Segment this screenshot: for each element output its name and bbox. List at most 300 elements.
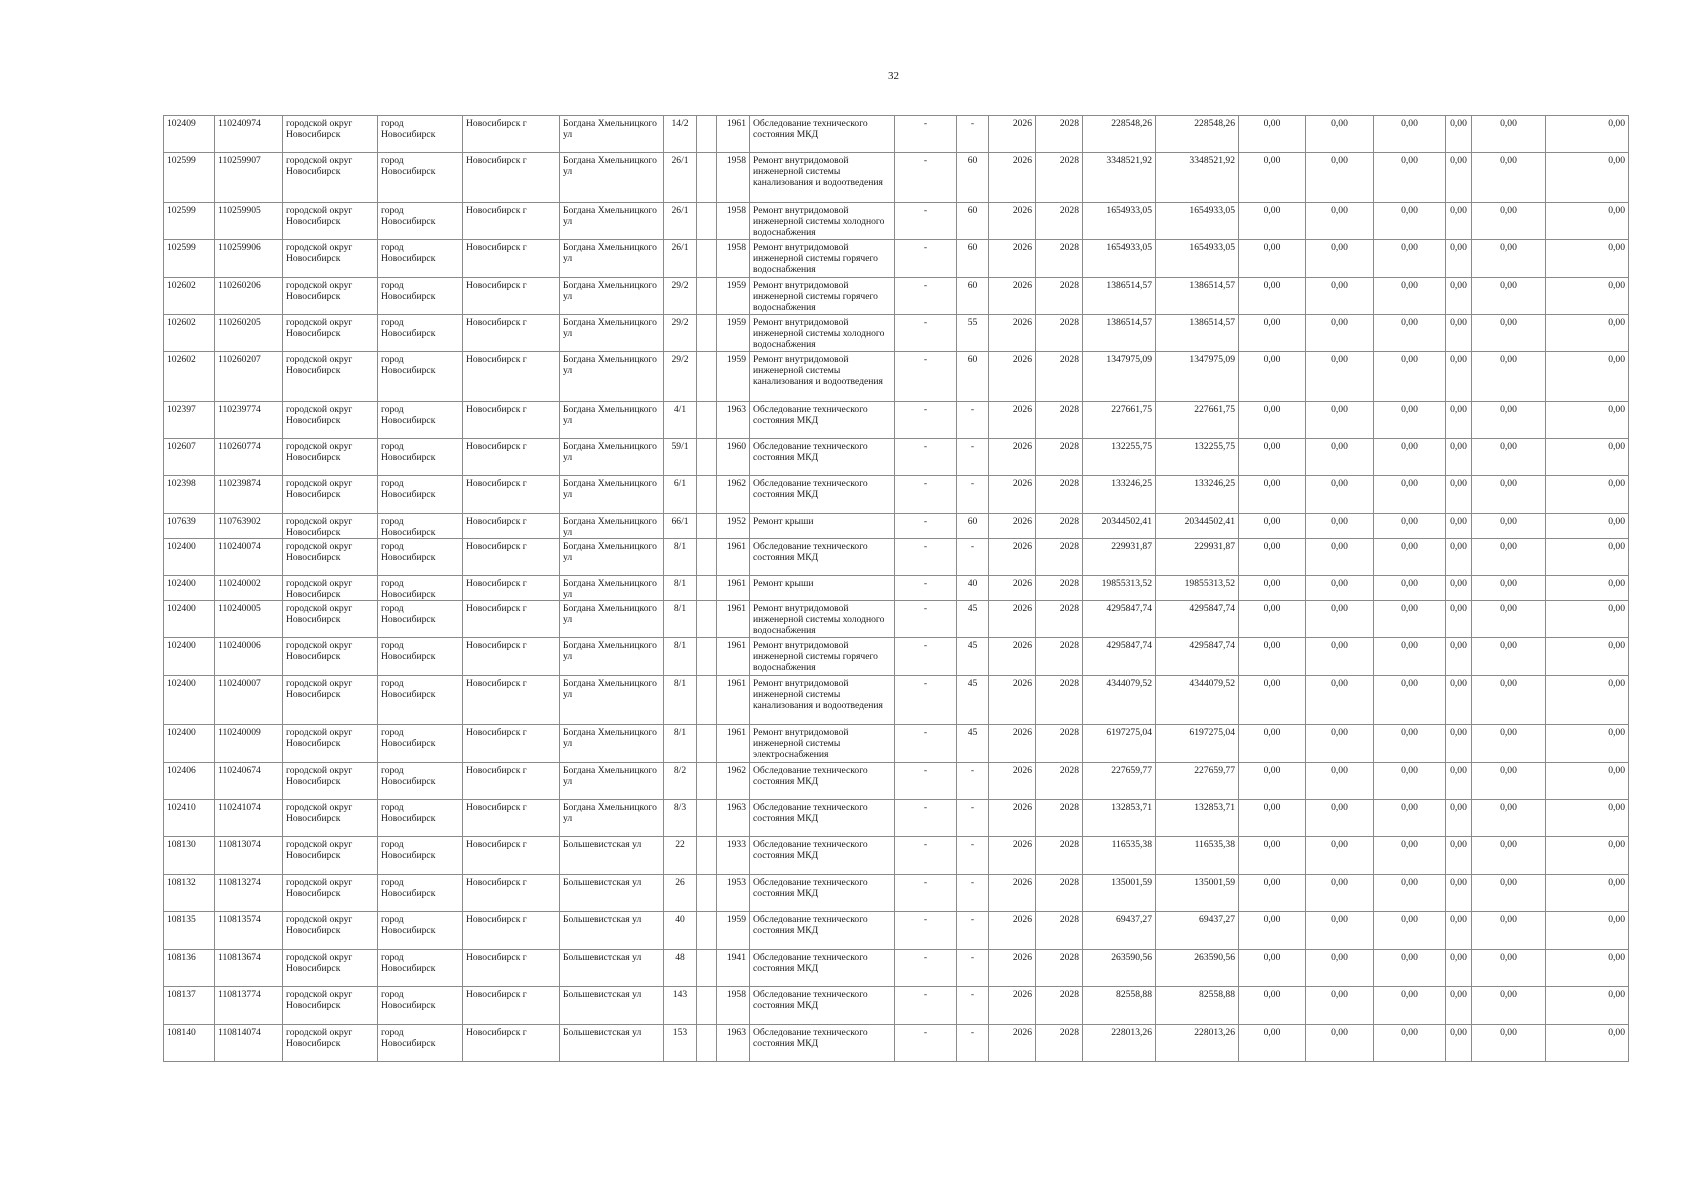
work-code: 110259905 (215, 203, 283, 240)
start-year: 2026 (989, 676, 1036, 725)
funding-5: 0,00 (1472, 638, 1546, 676)
cost-cell: 1386514,57 (1083, 278, 1156, 315)
house-number: 6/1 (664, 476, 697, 514)
building-cell (697, 476, 717, 514)
building-cell (697, 800, 717, 837)
end-year: 2028 (1036, 514, 1083, 539)
street-cell: Богдана Хмельницкого ул (560, 800, 664, 837)
table-row (164, 315, 1629, 352)
funding-6: 0,00 (1546, 987, 1629, 1025)
funding-3: 0,00 (1374, 601, 1446, 638)
city-cell: город Новосибирск (378, 837, 463, 875)
city-cell: город Новосибирск (378, 539, 463, 576)
row-id: 102400 (164, 601, 215, 638)
city-cell: город Новосибирск (378, 638, 463, 676)
funding-5: 0,00 (1472, 116, 1546, 153)
funding-4: 0,00 (1446, 1025, 1472, 1062)
funding-5: 0,00 (1472, 875, 1546, 912)
city-cell: город Новосибирск (378, 576, 463, 601)
funding-6: 0,00 (1546, 116, 1629, 153)
funding-2: 0,00 (1306, 912, 1374, 950)
funding-4: 0,00 (1446, 950, 1472, 987)
funding-4: 0,00 (1446, 576, 1472, 601)
funding-3: 0,00 (1374, 315, 1446, 352)
district-cell: городской округ Новосибирск (283, 116, 378, 153)
table-row (164, 638, 1629, 676)
funding-2: 0,00 (1306, 1025, 1374, 1062)
locality-cell: Новосибирск г (463, 875, 560, 912)
unit-cell: - (895, 601, 957, 638)
table-row (164, 153, 1629, 203)
year-built: 1933 (717, 837, 750, 875)
cost-cell: 6197275,04 (1083, 725, 1156, 763)
street-cell: Богдана Хмельницкого ул (560, 539, 664, 576)
locality-cell: Новосибирск г (463, 837, 560, 875)
funding-1: 0,00 (1239, 912, 1306, 950)
start-year: 2026 (989, 514, 1036, 539)
work-code: 110813674 (215, 950, 283, 987)
funding-4: 0,00 (1446, 203, 1472, 240)
year-built: 1952 (717, 514, 750, 539)
street-cell: Богдана Хмельницкого ул (560, 203, 664, 240)
year-built: 1963 (717, 1025, 750, 1062)
funding-4: 0,00 (1446, 153, 1472, 203)
volume-cell: - (957, 950, 989, 987)
work-type: Обследование технического состояния МКД (750, 875, 895, 912)
district-cell: городской округ Новосибирск (283, 725, 378, 763)
funding-3: 0,00 (1374, 439, 1446, 476)
funding-5: 0,00 (1472, 1025, 1546, 1062)
volume-cell: 60 (957, 352, 989, 402)
year-built: 1953 (717, 875, 750, 912)
end-year: 2028 (1036, 676, 1083, 725)
funding-4: 0,00 (1446, 800, 1472, 837)
row-id: 102602 (164, 315, 215, 352)
work-type: Обследование технического состояния МКД (750, 476, 895, 514)
cost-cell: 116535,38 (1083, 837, 1156, 875)
table-row (164, 278, 1629, 315)
funding-2: 0,00 (1306, 514, 1374, 539)
start-year: 2026 (989, 539, 1036, 576)
work-code: 110813574 (215, 912, 283, 950)
funding-2: 0,00 (1306, 153, 1374, 203)
end-year: 2028 (1036, 240, 1083, 278)
work-code: 110239774 (215, 402, 283, 439)
year-built: 1961 (717, 725, 750, 763)
start-year: 2026 (989, 1025, 1036, 1062)
city-cell: город Новосибирск (378, 476, 463, 514)
table-row (164, 514, 1629, 539)
cost-cell: 82558,88 (1083, 987, 1156, 1025)
district-cell: городской округ Новосибирск (283, 203, 378, 240)
work-code: 110240009 (215, 725, 283, 763)
funding-3: 0,00 (1374, 476, 1446, 514)
unit-cell: - (895, 153, 957, 203)
volume-cell: 60 (957, 203, 989, 240)
funding-5: 0,00 (1472, 203, 1546, 240)
funding-5: 0,00 (1472, 576, 1546, 601)
work-code: 110813274 (215, 875, 283, 912)
table-row (164, 763, 1629, 800)
funding-5: 0,00 (1472, 763, 1546, 800)
funding-6: 0,00 (1546, 514, 1629, 539)
district-cell: городской округ Новосибирск (283, 837, 378, 875)
house-number: 29/2 (664, 315, 697, 352)
locality-cell: Новосибирск г (463, 1025, 560, 1062)
funding-3: 0,00 (1374, 763, 1446, 800)
funding-6: 0,00 (1546, 576, 1629, 601)
funding-2: 0,00 (1306, 950, 1374, 987)
volume-cell: 60 (957, 514, 989, 539)
work-code: 110763902 (215, 514, 283, 539)
year-built: 1958 (717, 203, 750, 240)
street-cell: Богдана Хмельницкого ул (560, 240, 664, 278)
work-code: 110260774 (215, 439, 283, 476)
year-built: 1961 (717, 638, 750, 676)
total-cell: 135001,59 (1156, 875, 1239, 912)
row-id: 102406 (164, 763, 215, 800)
volume-cell: - (957, 875, 989, 912)
funding-3: 0,00 (1374, 240, 1446, 278)
work-code: 110240002 (215, 576, 283, 601)
locality-cell: Новосибирск г (463, 315, 560, 352)
building-cell (697, 1025, 717, 1062)
end-year: 2028 (1036, 725, 1083, 763)
row-id: 102599 (164, 153, 215, 203)
volume-cell: 55 (957, 315, 989, 352)
unit-cell: - (895, 912, 957, 950)
street-cell: Большевистская ул (560, 1025, 664, 1062)
city-cell: город Новосибирск (378, 912, 463, 950)
total-cell: 263590,56 (1156, 950, 1239, 987)
funding-4: 0,00 (1446, 240, 1472, 278)
district-cell: городской округ Новосибирск (283, 539, 378, 576)
funding-3: 0,00 (1374, 950, 1446, 987)
work-code: 110241074 (215, 800, 283, 837)
street-cell: Богдана Хмельницкого ул (560, 352, 664, 402)
funding-2: 0,00 (1306, 638, 1374, 676)
end-year: 2028 (1036, 950, 1083, 987)
house-number: 26/1 (664, 203, 697, 240)
funding-1: 0,00 (1239, 352, 1306, 402)
work-type: Обследование технического состояния МКД (750, 912, 895, 950)
end-year: 2028 (1036, 875, 1083, 912)
total-cell: 116535,38 (1156, 837, 1239, 875)
funding-5: 0,00 (1472, 315, 1546, 352)
funding-3: 0,00 (1374, 837, 1446, 875)
work-code: 110813074 (215, 837, 283, 875)
work-code: 110260206 (215, 278, 283, 315)
year-built: 1961 (717, 116, 750, 153)
end-year: 2028 (1036, 837, 1083, 875)
cost-cell: 228548,26 (1083, 116, 1156, 153)
work-code: 110240974 (215, 116, 283, 153)
funding-6: 0,00 (1546, 240, 1629, 278)
locality-cell: Новосибирск г (463, 153, 560, 203)
building-cell (697, 514, 717, 539)
row-id: 108140 (164, 1025, 215, 1062)
year-built: 1963 (717, 402, 750, 439)
street-cell: Богдана Хмельницкого ул (560, 315, 664, 352)
funding-3: 0,00 (1374, 676, 1446, 725)
work-code: 110260205 (215, 315, 283, 352)
house-number: 40 (664, 912, 697, 950)
work-type: Ремонт внутридомовой инженерной системы горячего водоснабжения (750, 638, 895, 676)
row-id: 102400 (164, 576, 215, 601)
funding-1: 0,00 (1239, 514, 1306, 539)
city-cell: город Новосибирск (378, 240, 463, 278)
funding-3: 0,00 (1374, 402, 1446, 439)
cost-cell: 135001,59 (1083, 875, 1156, 912)
locality-cell: Новосибирск г (463, 912, 560, 950)
funding-5: 0,00 (1472, 987, 1546, 1025)
table-row (164, 950, 1629, 987)
total-cell: 20344502,41 (1156, 514, 1239, 539)
building-cell (697, 875, 717, 912)
funding-6: 0,00 (1546, 950, 1629, 987)
unit-cell: - (895, 278, 957, 315)
funding-4: 0,00 (1446, 476, 1472, 514)
row-id: 108135 (164, 912, 215, 950)
unit-cell: - (895, 800, 957, 837)
funding-4: 0,00 (1446, 601, 1472, 638)
district-cell: городской округ Новосибирск (283, 912, 378, 950)
start-year: 2026 (989, 352, 1036, 402)
work-code: 110239874 (215, 476, 283, 514)
house-number: 22 (664, 837, 697, 875)
funding-4: 0,00 (1446, 837, 1472, 875)
end-year: 2028 (1036, 763, 1083, 800)
house-number: 8/2 (664, 763, 697, 800)
end-year: 2028 (1036, 476, 1083, 514)
year-built: 1959 (717, 912, 750, 950)
house-number: 8/1 (664, 576, 697, 601)
funding-6: 0,00 (1546, 315, 1629, 352)
year-built: 1960 (717, 439, 750, 476)
street-cell: Богдана Хмельницкого ул (560, 514, 664, 539)
unit-cell: - (895, 638, 957, 676)
end-year: 2028 (1036, 1025, 1083, 1062)
unit-cell: - (895, 763, 957, 800)
unit-cell: - (895, 539, 957, 576)
work-code: 110259907 (215, 153, 283, 203)
funding-3: 0,00 (1374, 912, 1446, 950)
cost-cell: 4344079,52 (1083, 676, 1156, 725)
end-year: 2028 (1036, 402, 1083, 439)
funding-3: 0,00 (1374, 725, 1446, 763)
house-number: 14/2 (664, 116, 697, 153)
locality-cell: Новосибирск г (463, 950, 560, 987)
row-id: 108130 (164, 837, 215, 875)
street-cell: Богдана Хмельницкого ул (560, 725, 664, 763)
locality-cell: Новосибирск г (463, 476, 560, 514)
district-cell: городской округ Новосибирск (283, 352, 378, 402)
funding-2: 0,00 (1306, 402, 1374, 439)
unit-cell: - (895, 315, 957, 352)
end-year: 2028 (1036, 352, 1083, 402)
funding-5: 0,00 (1472, 539, 1546, 576)
total-cell: 1654933,05 (1156, 240, 1239, 278)
street-cell: Богдана Хмельницкого ул (560, 576, 664, 601)
table-row (164, 240, 1629, 278)
house-number: 143 (664, 987, 697, 1025)
unit-cell: - (895, 476, 957, 514)
building-cell (697, 203, 717, 240)
unit-cell: - (895, 950, 957, 987)
street-cell: Богдана Хмельницкого ул (560, 476, 664, 514)
city-cell: город Новосибирск (378, 153, 463, 203)
funding-4: 0,00 (1446, 676, 1472, 725)
work-code: 110240074 (215, 539, 283, 576)
funding-6: 0,00 (1546, 837, 1629, 875)
locality-cell: Новосибирск г (463, 539, 560, 576)
district-cell: городской округ Новосибирск (283, 950, 378, 987)
repair-program-table (163, 115, 1629, 1062)
funding-1: 0,00 (1239, 240, 1306, 278)
funding-6: 0,00 (1546, 912, 1629, 950)
street-cell: Большевистская ул (560, 987, 664, 1025)
unit-cell: - (895, 203, 957, 240)
table-row (164, 439, 1629, 476)
house-number: 4/1 (664, 402, 697, 439)
funding-1: 0,00 (1239, 725, 1306, 763)
house-number: 8/1 (664, 638, 697, 676)
building-cell (697, 950, 717, 987)
funding-1: 0,00 (1239, 576, 1306, 601)
total-cell: 6197275,04 (1156, 725, 1239, 763)
total-cell: 133246,25 (1156, 476, 1239, 514)
funding-4: 0,00 (1446, 875, 1472, 912)
row-id: 102602 (164, 352, 215, 402)
work-code: 110813774 (215, 987, 283, 1025)
work-code: 110260207 (215, 352, 283, 402)
district-cell: городской округ Новосибирск (283, 875, 378, 912)
funding-5: 0,00 (1472, 240, 1546, 278)
funding-1: 0,00 (1239, 315, 1306, 352)
funding-1: 0,00 (1239, 601, 1306, 638)
funding-5: 0,00 (1472, 278, 1546, 315)
start-year: 2026 (989, 153, 1036, 203)
funding-3: 0,00 (1374, 875, 1446, 912)
funding-3: 0,00 (1374, 116, 1446, 153)
city-cell: город Новосибирск (378, 203, 463, 240)
total-cell: 227659,77 (1156, 763, 1239, 800)
row-id: 108136 (164, 950, 215, 987)
end-year: 2028 (1036, 539, 1083, 576)
city-cell: город Новосибирск (378, 800, 463, 837)
locality-cell: Новосибирск г (463, 800, 560, 837)
street-cell: Богдана Хмельницкого ул (560, 676, 664, 725)
city-cell: город Новосибирск (378, 676, 463, 725)
street-cell: Богдана Хмельницкого ул (560, 439, 664, 476)
district-cell: городской округ Новосибирск (283, 315, 378, 352)
funding-5: 0,00 (1472, 402, 1546, 439)
start-year: 2026 (989, 315, 1036, 352)
end-year: 2028 (1036, 987, 1083, 1025)
volume-cell: 60 (957, 240, 989, 278)
funding-5: 0,00 (1472, 476, 1546, 514)
locality-cell: Новосибирск г (463, 763, 560, 800)
total-cell: 1386514,57 (1156, 278, 1239, 315)
building-cell (697, 676, 717, 725)
cost-cell: 4295847,74 (1083, 601, 1156, 638)
funding-5: 0,00 (1472, 725, 1546, 763)
funding-3: 0,00 (1374, 203, 1446, 240)
row-id: 102400 (164, 676, 215, 725)
funding-2: 0,00 (1306, 439, 1374, 476)
work-type: Обследование технического состояния МКД (750, 402, 895, 439)
building-cell (697, 278, 717, 315)
cost-cell: 3348521,92 (1083, 153, 1156, 203)
locality-cell: Новосибирск г (463, 240, 560, 278)
funding-3: 0,00 (1374, 539, 1446, 576)
district-cell: городской округ Новосибирск (283, 1025, 378, 1062)
end-year: 2028 (1036, 800, 1083, 837)
building-cell (697, 763, 717, 800)
volume-cell: - (957, 539, 989, 576)
start-year: 2026 (989, 837, 1036, 875)
funding-4: 0,00 (1446, 763, 1472, 800)
volume-cell: - (957, 439, 989, 476)
locality-cell: Новосибирск г (463, 576, 560, 601)
work-code: 110259906 (215, 240, 283, 278)
building-cell (697, 601, 717, 638)
funding-4: 0,00 (1446, 987, 1472, 1025)
building-cell (697, 987, 717, 1025)
total-cell: 1386514,57 (1156, 315, 1239, 352)
start-year: 2026 (989, 203, 1036, 240)
end-year: 2028 (1036, 912, 1083, 950)
work-type: Ремонт крыши (750, 576, 895, 601)
funding-2: 0,00 (1306, 315, 1374, 352)
start-year: 2026 (989, 950, 1036, 987)
funding-1: 0,00 (1239, 402, 1306, 439)
funding-1: 0,00 (1239, 153, 1306, 203)
locality-cell: Новосибирск г (463, 676, 560, 725)
total-cell: 1347975,09 (1156, 352, 1239, 402)
funding-1: 0,00 (1239, 676, 1306, 725)
work-type: Ремонт внутридомовой инженерной системы горячего водоснабжения (750, 240, 895, 278)
total-cell: 1654933,05 (1156, 203, 1239, 240)
year-built: 1962 (717, 763, 750, 800)
funding-2: 0,00 (1306, 203, 1374, 240)
work-code: 110240007 (215, 676, 283, 725)
unit-cell: - (895, 725, 957, 763)
cost-cell: 228013,26 (1083, 1025, 1156, 1062)
district-cell: городской округ Новосибирск (283, 278, 378, 315)
year-built: 1958 (717, 240, 750, 278)
funding-2: 0,00 (1306, 116, 1374, 153)
total-cell: 4295847,74 (1156, 601, 1239, 638)
unit-cell: - (895, 987, 957, 1025)
volume-cell: 45 (957, 725, 989, 763)
volume-cell: 45 (957, 601, 989, 638)
funding-1: 0,00 (1239, 875, 1306, 912)
funding-3: 0,00 (1374, 576, 1446, 601)
row-id: 102398 (164, 476, 215, 514)
street-cell: Богдана Хмельницкого ул (560, 278, 664, 315)
row-id: 108132 (164, 875, 215, 912)
city-cell: город Новосибирск (378, 116, 463, 153)
funding-2: 0,00 (1306, 987, 1374, 1025)
funding-3: 0,00 (1374, 514, 1446, 539)
funding-6: 0,00 (1546, 278, 1629, 315)
district-cell: городской округ Новосибирск (283, 240, 378, 278)
house-number: 8/1 (664, 676, 697, 725)
funding-2: 0,00 (1306, 240, 1374, 278)
funding-4: 0,00 (1446, 638, 1472, 676)
row-id: 102599 (164, 240, 215, 278)
